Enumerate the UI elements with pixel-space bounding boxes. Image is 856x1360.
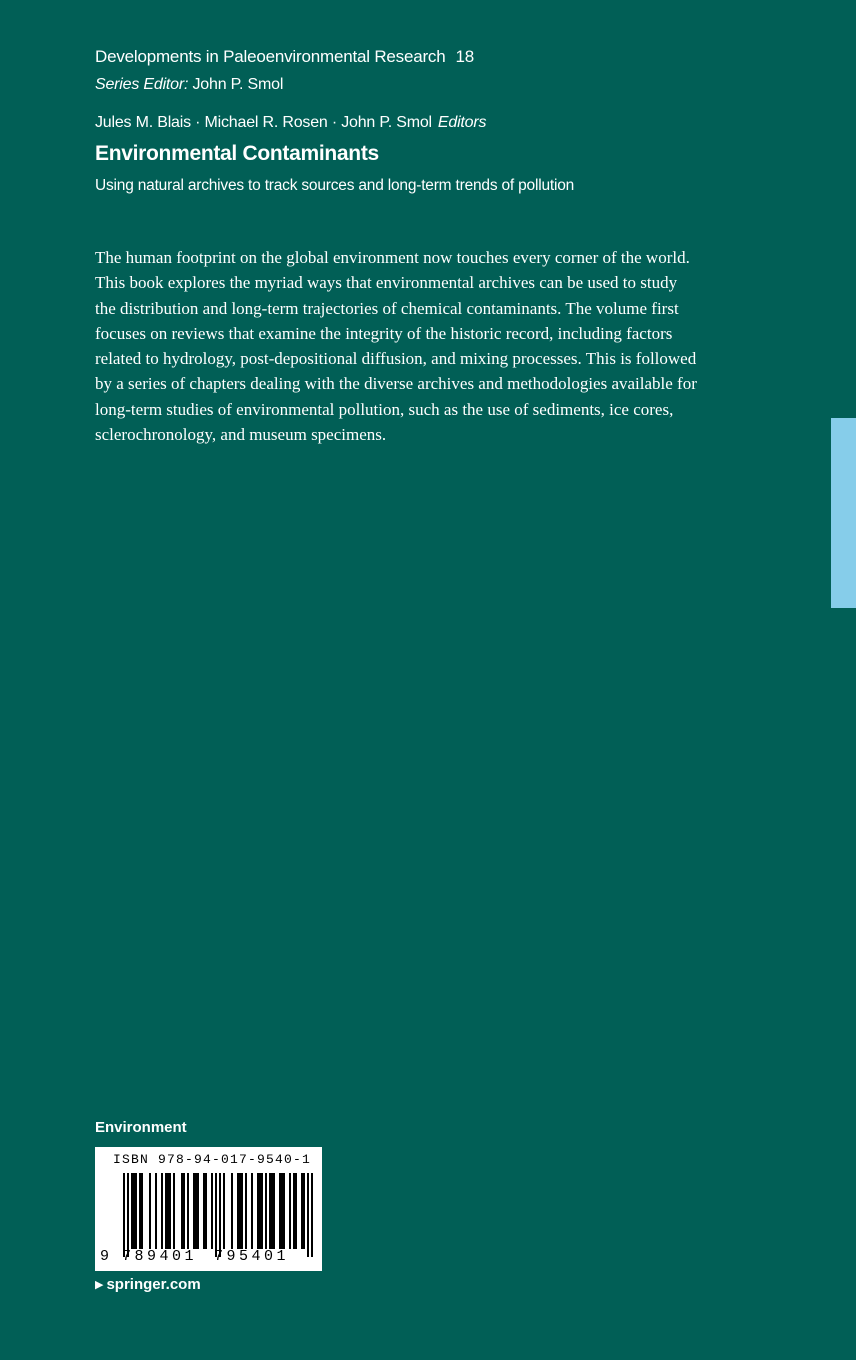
volume-editors-label: Editors <box>437 114 487 131</box>
barcode-bar <box>239 1173 241 1249</box>
barcode-bar <box>141 1173 143 1249</box>
series-editor-line <box>95 76 283 94</box>
barcode-bar <box>167 1173 169 1249</box>
barcode-bar <box>231 1173 233 1249</box>
description-line: by a series of chapters dealing with the diverse archives and methodologies available for <box>95 374 697 394</box>
barcode-bar <box>197 1173 199 1249</box>
barcode-bar <box>173 1173 175 1249</box>
barcode-bar <box>135 1173 137 1249</box>
barcode-bar <box>303 1173 305 1249</box>
barcode-bar <box>215 1173 217 1257</box>
volume-editors-line <box>95 114 486 132</box>
barcode-bar <box>251 1173 253 1249</box>
barcode-bar <box>155 1173 157 1249</box>
triangle-right-icon: ▶ <box>95 1279 104 1291</box>
series-number: 18 <box>455 47 474 66</box>
barcode-bar <box>183 1173 185 1249</box>
description-line: The human footprint on the global environment now touches every corner of the world. <box>95 248 690 267</box>
ean-right-digits: 795401 <box>214 1248 290 1265</box>
barcode-bar <box>203 1173 205 1249</box>
series-editor-label: Series Editor: <box>95 76 189 93</box>
barcode-bar <box>127 1173 129 1257</box>
barcode-bar <box>269 1173 271 1249</box>
barcode-bar <box>205 1173 207 1249</box>
barcode-bar <box>311 1173 313 1257</box>
barcode-bar <box>271 1173 273 1249</box>
description-line: This book explores the myriad ways that environmental archives can be used to study <box>95 273 678 293</box>
barcode-bar <box>281 1173 283 1249</box>
barcode-bar <box>261 1173 263 1249</box>
barcode-bar <box>131 1173 133 1249</box>
barcode-bar <box>257 1173 259 1249</box>
barcode-bar <box>301 1173 303 1249</box>
barcode-bar <box>165 1173 167 1249</box>
barcode-bar <box>211 1173 213 1249</box>
book-subtitle: Using natural archives to track sources and long-term trends of pollution <box>95 177 575 194</box>
description-line: long-term studies of environmental pollution, such as the use of sediments, ice cores, <box>95 399 674 419</box>
barcode-bar <box>273 1173 275 1249</box>
barcode-bar <box>223 1173 225 1249</box>
barcode-bar <box>293 1173 295 1249</box>
barcode-bar <box>241 1173 243 1249</box>
barcode-bar <box>259 1173 261 1249</box>
barcode-bar <box>265 1173 267 1249</box>
book-description <box>95 245 785 447</box>
barcode-bar <box>133 1173 135 1249</box>
barcode-bar <box>161 1173 163 1249</box>
barcode-bar <box>187 1173 189 1249</box>
barcode-bar <box>195 1173 197 1249</box>
series-editor-name: John P. Smol <box>192 76 284 93</box>
side-color-tab <box>831 418 856 608</box>
isbn-label: ISBN 978-94-017-9540-1 <box>113 1152 312 1167</box>
series-title: Developments in Paleoenvironmental Research <box>95 47 446 66</box>
description-line: sclerochronology, and museum specimens. <box>95 425 387 445</box>
isbn-barcode <box>95 1147 322 1271</box>
barcode-bar <box>237 1173 239 1249</box>
ean-left-digits: 789401 <box>122 1248 198 1265</box>
barcode-bar <box>193 1173 195 1249</box>
description-line: focuses on reviews that examine the integrity of the historic record, including factors <box>95 323 673 343</box>
barcode-bar <box>181 1173 183 1249</box>
subject-category: Environment <box>95 1119 187 1136</box>
ean-first-digit: 9 <box>100 1248 110 1265</box>
publisher-url: springer.com <box>106 1276 201 1293</box>
barcode-bar <box>139 1173 141 1249</box>
book-title: Environmental Contaminants <box>95 142 379 165</box>
barcode-bar <box>295 1173 297 1249</box>
barcode-bar <box>123 1173 125 1257</box>
barcode-bar <box>169 1173 171 1249</box>
description-line: related to hydrology, post-depositional diffusion, and mixing processes. This is followed <box>95 349 697 369</box>
barcode-bar <box>219 1173 221 1257</box>
barcode-bar <box>283 1173 285 1249</box>
barcode-bar <box>289 1173 291 1249</box>
barcode-bar <box>279 1173 281 1249</box>
description-line: the distribution and long-term trajectories of chemical contaminants. The volume first <box>95 298 679 318</box>
publisher-link[interactable] <box>95 1276 201 1293</box>
series-heading <box>95 47 474 67</box>
volume-editor-names: Jules M. Blais · Michael R. Rosen · John P. Smol <box>95 114 432 131</box>
barcode-bar <box>307 1173 309 1257</box>
barcode-bar <box>245 1173 247 1249</box>
barcode-bar <box>149 1173 151 1249</box>
